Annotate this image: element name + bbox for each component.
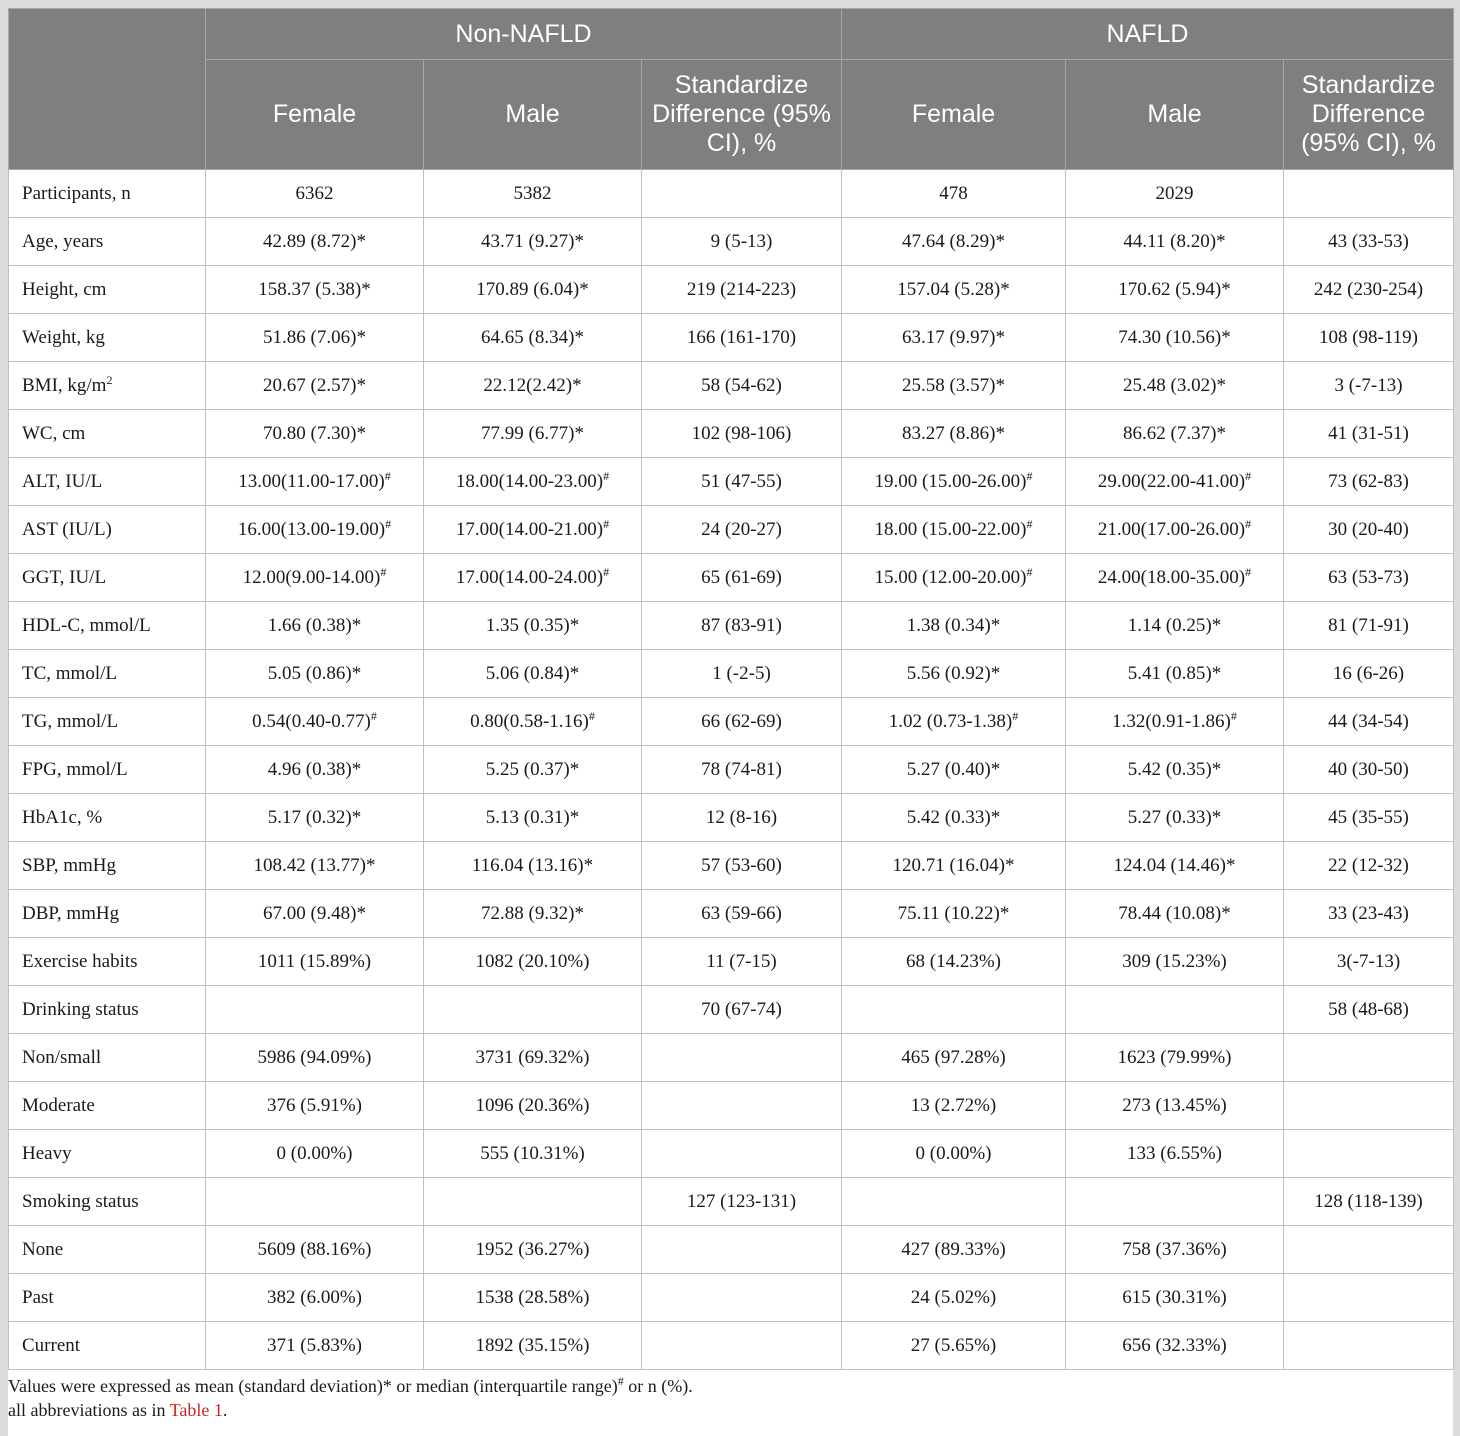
table-1-link[interactable]: Table 1 — [169, 1400, 223, 1420]
table-row — [9, 170, 1454, 218]
row-label — [9, 1082, 206, 1130]
table-cell: 5.17 (0.32)* — [206, 794, 424, 842]
table-cell: 58 (54-62) — [642, 362, 842, 410]
row-label — [9, 698, 206, 746]
table-cell — [424, 506, 642, 554]
table-cell: 5.06 (0.84)* — [424, 650, 642, 698]
table-cell — [206, 698, 424, 746]
table-cell: 43.71 (9.27)* — [424, 218, 642, 266]
table-cell — [206, 1178, 424, 1226]
table-header — [9, 9, 1454, 170]
table-cell: 5.42 (0.35)* — [1066, 746, 1284, 794]
row-label-text: Non/small — [22, 1046, 102, 1068]
table-cell: 12 (8-16) — [642, 794, 842, 842]
row-label — [9, 842, 206, 890]
table-cell — [1066, 554, 1284, 602]
row-label — [9, 938, 206, 986]
table-cell: 1011 (15.89%) — [206, 938, 424, 986]
table-cell: 5382 — [424, 170, 642, 218]
table-cell: 5.05 (0.86)* — [206, 650, 424, 698]
table-cell: 33 (23-43) — [1284, 890, 1454, 938]
table-cell — [1284, 1274, 1454, 1322]
cell-superscript: # — [1230, 708, 1237, 723]
table-cell: 3731 (69.32%) — [424, 1034, 642, 1082]
table-cell: 5.42 (0.33)* — [842, 794, 1066, 842]
table-cell — [206, 986, 424, 1034]
column-header: Female — [206, 60, 424, 170]
table-cell: 5.13 (0.31)* — [424, 794, 642, 842]
cell-value: 17.00(14.00-24.00) — [455, 566, 604, 588]
table-cell — [642, 1130, 842, 1178]
footnote-values — [8, 1374, 1453, 1398]
table-cell: 656 (32.33%) — [1066, 1322, 1284, 1370]
table-row — [9, 602, 1454, 650]
row-label — [9, 650, 206, 698]
cell-value: 0.54(0.40-0.77) — [252, 710, 371, 732]
column-header: Male — [424, 60, 642, 170]
table-cell: 382 (6.00%) — [206, 1274, 424, 1322]
table-cell: 1623 (79.99%) — [1066, 1034, 1284, 1082]
table-cell: 478 — [842, 170, 1066, 218]
table-cell: 64.65 (8.34)* — [424, 314, 642, 362]
table-cell: 87 (83-91) — [642, 602, 842, 650]
footnote-text: or n (%). — [623, 1376, 693, 1396]
table-row — [9, 1034, 1454, 1082]
table-row — [9, 410, 1454, 458]
table-cell: 63.17 (9.97)* — [842, 314, 1066, 362]
table-cell: 16 (6-26) — [1284, 650, 1454, 698]
table-cell — [642, 170, 842, 218]
table-cell: 128 (118-139) — [1284, 1178, 1454, 1226]
table-cell: 376 (5.91%) — [206, 1082, 424, 1130]
table-cell: 242 (230-254) — [1284, 266, 1454, 314]
cell-superscript: # — [603, 564, 610, 579]
table-cell: 127 (123-131) — [642, 1178, 842, 1226]
table-cell: 5986 (94.09%) — [206, 1034, 424, 1082]
table-row — [9, 986, 1454, 1034]
row-label-text: GGT, IU/L — [22, 566, 107, 588]
table-cell — [424, 1178, 642, 1226]
cell-value: 12.00(9.00-14.00) — [242, 566, 381, 588]
table-cell — [842, 986, 1066, 1034]
table-row — [9, 1130, 1454, 1178]
column-header: Female — [842, 60, 1066, 170]
table-cell: 108 (98-119) — [1284, 314, 1454, 362]
table-cell: 170.89 (6.04)* — [424, 266, 642, 314]
table-cell: 65 (61-69) — [642, 554, 842, 602]
row-label-text: WC, cm — [22, 422, 86, 444]
table-row — [9, 1226, 1454, 1274]
table-cell: 170.62 (5.94)* — [1066, 266, 1284, 314]
table-cell — [842, 698, 1066, 746]
table-cell: 58 (48-68) — [1284, 986, 1454, 1034]
footnote-superscript: # — [617, 1374, 624, 1388]
table-cell — [642, 1226, 842, 1274]
table-cell: 219 (214-223) — [642, 266, 842, 314]
row-label — [9, 266, 206, 314]
cell-value: 17.00(14.00-21.00) — [455, 518, 604, 540]
column-header: Male — [1066, 60, 1284, 170]
table-cell: 158.37 (5.38)* — [206, 266, 424, 314]
row-label-text: Exercise habits — [22, 950, 138, 972]
table-cell: 42.89 (8.72)* — [206, 218, 424, 266]
table-cell: 1952 (36.27%) — [424, 1226, 642, 1274]
table-cell: 41 (31-51) — [1284, 410, 1454, 458]
cell-value: 24.00(18.00-35.00) — [1097, 566, 1246, 588]
table-cell: 157.04 (5.28)* — [842, 266, 1066, 314]
row-label-text: BMI, kg/m — [22, 374, 107, 396]
row-label-text: AST (IU/L) — [22, 518, 112, 540]
row-label-text: Drinking status — [22, 998, 139, 1020]
table-cell: 133 (6.55%) — [1066, 1130, 1284, 1178]
cell-value: 0.80(0.58-1.16) — [470, 710, 589, 732]
cell-superscript: # — [385, 516, 392, 531]
cell-superscript: # — [603, 468, 610, 483]
cell-value: 18.00 (15.00-22.00) — [874, 518, 1027, 540]
table-cell: 70 (67-74) — [642, 986, 842, 1034]
table-cell: 1892 (35.15%) — [424, 1322, 642, 1370]
row-label — [9, 602, 206, 650]
row-label-text: None — [22, 1238, 64, 1260]
table-cell: 74.30 (10.56)* — [1066, 314, 1284, 362]
table-cell — [642, 1274, 842, 1322]
table-cell: 57 (53-60) — [642, 842, 842, 890]
table-cell: 86.62 (7.37)* — [1066, 410, 1284, 458]
footnote-text: all abbreviations as in — [8, 1400, 170, 1420]
table-row — [9, 938, 1454, 986]
table-row — [9, 218, 1454, 266]
table-row — [9, 1082, 1454, 1130]
table-cell: 555 (10.31%) — [424, 1130, 642, 1178]
row-label-text: ALT, IU/L — [22, 470, 103, 492]
cell-superscript: # — [1245, 468, 1252, 483]
table-cell — [842, 1178, 1066, 1226]
table-cell: 1.35 (0.35)* — [424, 602, 642, 650]
table-cell: 6362 — [206, 170, 424, 218]
table-cell — [842, 458, 1066, 506]
table-cell: 22 (12-32) — [1284, 842, 1454, 890]
group-header-non-nafld: Non-NAFLD — [206, 9, 842, 60]
row-label-text: Smoking status — [22, 1190, 139, 1212]
table-cell: 40 (30-50) — [1284, 746, 1454, 794]
row-label — [9, 794, 206, 842]
row-label — [9, 314, 206, 362]
table-cell — [1284, 1034, 1454, 1082]
table-cell: 73 (62-83) — [1284, 458, 1454, 506]
table-body — [9, 170, 1454, 1370]
table-cell: 30 (20-40) — [1284, 506, 1454, 554]
table-row — [9, 314, 1454, 362]
table-cell: 70.80 (7.30)* — [206, 410, 424, 458]
table-cell: 273 (13.45%) — [1066, 1082, 1284, 1130]
table-cell — [1284, 170, 1454, 218]
table-row — [9, 890, 1454, 938]
table-cell — [642, 1034, 842, 1082]
row-label — [9, 1274, 206, 1322]
row-label — [9, 554, 206, 602]
table-cell: 124.04 (14.46)* — [1066, 842, 1284, 890]
table-cell: 5.25 (0.37)* — [424, 746, 642, 794]
table-row — [9, 1274, 1454, 1322]
row-label — [9, 410, 206, 458]
row-label-text: Current — [22, 1334, 81, 1356]
footnote-text: Values were expressed as mean (standard deviation)* or median (interquartile range) — [8, 1376, 618, 1396]
table-cell: 0 (0.00%) — [206, 1130, 424, 1178]
table-cell: 51 (47-55) — [642, 458, 842, 506]
table-row — [9, 362, 1454, 410]
table-row — [9, 1178, 1454, 1226]
row-label-text: Age, years — [22, 230, 104, 252]
row-label — [9, 890, 206, 938]
table-cell — [1284, 1130, 1454, 1178]
row-label-text: DBP, mmHg — [22, 902, 120, 924]
table-cell — [842, 554, 1066, 602]
row-label-text: Past — [22, 1286, 54, 1308]
table-cell — [1066, 1178, 1284, 1226]
row-label — [9, 362, 206, 410]
table-row — [9, 746, 1454, 794]
table-cell — [1284, 1322, 1454, 1370]
table-row — [9, 698, 1454, 746]
table-cell: 78.44 (10.08)* — [1066, 890, 1284, 938]
table-cell — [424, 458, 642, 506]
table-cell: 1.14 (0.25)* — [1066, 602, 1284, 650]
cell-superscript: # — [384, 468, 391, 483]
row-label-text: SBP, mmHg — [22, 854, 116, 876]
row-label-text: TC, mmol/L — [22, 662, 117, 684]
cell-superscript: # — [603, 516, 610, 531]
table-cell — [206, 458, 424, 506]
table-cell: 45 (35-55) — [1284, 794, 1454, 842]
table-cell — [1066, 986, 1284, 1034]
row-label — [9, 506, 206, 554]
table-row — [9, 794, 1454, 842]
row-label-text: HbA1c, % — [22, 806, 103, 828]
cell-superscript: # — [1012, 708, 1019, 723]
table-cell: 24 (5.02%) — [842, 1274, 1066, 1322]
cell-value: 15.00 (12.00-20.00) — [874, 566, 1027, 588]
table-cell — [1066, 458, 1284, 506]
table-cell: 51.86 (7.06)* — [206, 314, 424, 362]
cell-superscript: # — [1245, 516, 1252, 531]
row-label-text: Participants, n — [22, 182, 131, 204]
table-cell: 3(-7-13) — [1284, 938, 1454, 986]
cell-value: 18.00(14.00-23.00) — [455, 470, 604, 492]
row-label-text: Heavy — [22, 1142, 72, 1164]
table-cell: 5.27 (0.40)* — [842, 746, 1066, 794]
table-cell — [1066, 698, 1284, 746]
cell-superscript: # — [370, 708, 377, 723]
row-label — [9, 218, 206, 266]
row-label — [9, 1322, 206, 1370]
row-label-superscript: 2 — [106, 372, 113, 387]
table-cell: 63 (59-66) — [642, 890, 842, 938]
table-cell — [642, 1322, 842, 1370]
table-cell: 1.38 (0.34)* — [842, 602, 1066, 650]
header-corner — [9, 9, 206, 170]
table-cell: 1096 (20.36%) — [424, 1082, 642, 1130]
table-cell: 1082 (20.10%) — [424, 938, 642, 986]
table-cell: 63 (53-73) — [1284, 554, 1454, 602]
table-cell — [842, 506, 1066, 554]
table-cell: 5.41 (0.85)* — [1066, 650, 1284, 698]
table-cell: 11 (7-15) — [642, 938, 842, 986]
table-cell — [1284, 1226, 1454, 1274]
cell-value: 1.02 (0.73-1.38) — [888, 710, 1013, 732]
table-cell: 1 (-2-5) — [642, 650, 842, 698]
table-figure — [8, 8, 1453, 1436]
cell-value: 13.00(11.00-17.00) — [238, 470, 385, 492]
table-cell: 25.48 (3.02)* — [1066, 362, 1284, 410]
data-table — [8, 8, 1454, 1370]
table-row — [9, 650, 1454, 698]
table-cell — [206, 506, 424, 554]
table-cell — [424, 698, 642, 746]
table-cell: 371 (5.83%) — [206, 1322, 424, 1370]
table-cell: 102 (98-106) — [642, 410, 842, 458]
table-cell: 67.00 (9.48)* — [206, 890, 424, 938]
cell-value: 1.32(0.91-1.86) — [1112, 710, 1231, 732]
table-cell: 166 (161-170) — [642, 314, 842, 362]
table-cell: 4.96 (0.38)* — [206, 746, 424, 794]
row-label-text: HDL-C, mmol/L — [22, 614, 151, 636]
table-row — [9, 554, 1454, 602]
table-cell — [1284, 1082, 1454, 1130]
table-cell: 2029 — [1066, 170, 1284, 218]
footnote-text: . — [222, 1400, 228, 1420]
table-cell: 5.27 (0.33)* — [1066, 794, 1284, 842]
table-row — [9, 458, 1454, 506]
table-cell: 22.12(2.42)* — [424, 362, 642, 410]
table-cell: 5609 (88.16%) — [206, 1226, 424, 1274]
table-cell: 116.04 (13.16)* — [424, 842, 642, 890]
cell-superscript: # — [588, 708, 595, 723]
table-cell: 66 (62-69) — [642, 698, 842, 746]
table-cell: 78 (74-81) — [642, 746, 842, 794]
table-cell: 77.99 (6.77)* — [424, 410, 642, 458]
table-cell: 1.66 (0.38)* — [206, 602, 424, 650]
row-label — [9, 170, 206, 218]
cell-value: 16.00(13.00-19.00) — [237, 518, 386, 540]
table-cell: 3 (-7-13) — [1284, 362, 1454, 410]
table-cell — [424, 986, 642, 1034]
table-row — [9, 842, 1454, 890]
table-cell: 44 (34-54) — [1284, 698, 1454, 746]
column-header: Standardize Difference (95% CI), % — [642, 60, 842, 170]
cell-superscript: # — [1026, 516, 1033, 531]
row-label-text: Height, cm — [22, 278, 107, 300]
table-cell: 43 (33-53) — [1284, 218, 1454, 266]
table-cell: 13 (2.72%) — [842, 1082, 1066, 1130]
table-cell — [1066, 506, 1284, 554]
table-cell — [424, 554, 642, 602]
table-cell: 465 (97.28%) — [842, 1034, 1066, 1082]
table-row — [9, 266, 1454, 314]
row-label — [9, 1178, 206, 1226]
row-label — [9, 458, 206, 506]
table-cell: 615 (30.31%) — [1066, 1274, 1284, 1322]
table-cell: 20.67 (2.57)* — [206, 362, 424, 410]
table-cell — [642, 1082, 842, 1130]
table-cell: 75.11 (10.22)* — [842, 890, 1066, 938]
table-footnotes — [8, 1370, 1453, 1422]
table-cell: 120.71 (16.04)* — [842, 842, 1066, 890]
table-cell: 5.56 (0.92)* — [842, 650, 1066, 698]
table-row — [9, 1322, 1454, 1370]
cell-value: 19.00 (15.00-26.00) — [874, 470, 1027, 492]
table-cell: 758 (37.36%) — [1066, 1226, 1284, 1274]
table-cell: 24 (20-27) — [642, 506, 842, 554]
row-label-text: FPG, mmol/L — [22, 758, 128, 780]
row-label — [9, 746, 206, 794]
cell-superscript: # — [380, 564, 387, 579]
table-cell: 81 (71-91) — [1284, 602, 1454, 650]
row-label — [9, 1130, 206, 1178]
row-label — [9, 1226, 206, 1274]
cell-superscript: # — [1026, 564, 1033, 579]
table-cell: 44.11 (8.20)* — [1066, 218, 1284, 266]
row-label — [9, 986, 206, 1034]
table-cell: 47.64 (8.29)* — [842, 218, 1066, 266]
footnote-abbreviations — [8, 1398, 1453, 1422]
table-row — [9, 506, 1454, 554]
table-cell: 68 (14.23%) — [842, 938, 1066, 986]
table-cell: 1538 (28.58%) — [424, 1274, 642, 1322]
row-label — [9, 1034, 206, 1082]
table-cell: 27 (5.65%) — [842, 1322, 1066, 1370]
row-label-text: TG, mmol/L — [22, 710, 119, 732]
table-cell: 9 (5-13) — [642, 218, 842, 266]
group-header-nafld: NAFLD — [842, 9, 1454, 60]
table-cell: 427 (89.33%) — [842, 1226, 1066, 1274]
cell-value: 21.00(17.00-26.00) — [1097, 518, 1246, 540]
column-header: Standardize Difference (95% CI), % — [1284, 60, 1454, 170]
table-cell — [206, 554, 424, 602]
table-cell: 309 (15.23%) — [1066, 938, 1284, 986]
cell-value: 29.00(22.00-41.00) — [1097, 470, 1246, 492]
row-label-text: Weight, kg — [22, 326, 105, 348]
cell-superscript: # — [1245, 564, 1252, 579]
table-cell: 108.42 (13.77)* — [206, 842, 424, 890]
row-label-text: Moderate — [22, 1094, 95, 1116]
table-cell: 83.27 (8.86)* — [842, 410, 1066, 458]
table-cell: 0 (0.00%) — [842, 1130, 1066, 1178]
table-cell: 72.88 (9.32)* — [424, 890, 642, 938]
table-cell: 25.58 (3.57)* — [842, 362, 1066, 410]
cell-superscript: # — [1026, 468, 1033, 483]
